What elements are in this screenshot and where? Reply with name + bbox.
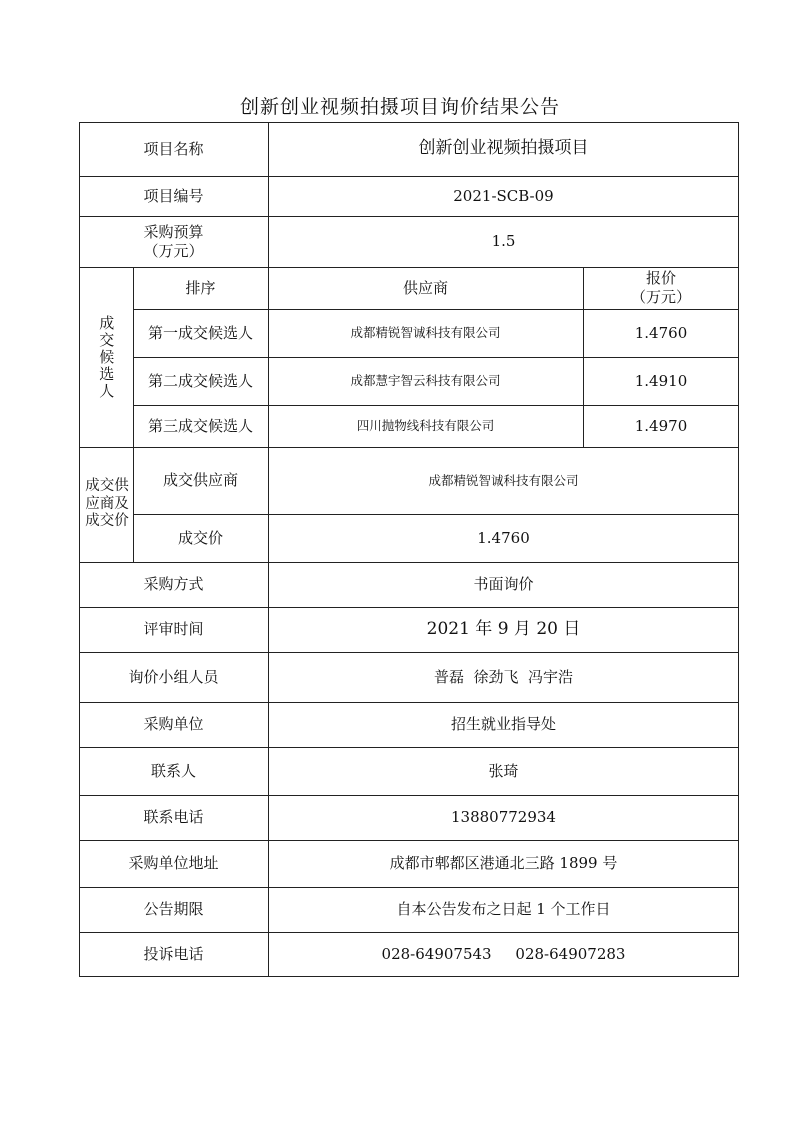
- candidate-3-rank: 第三成交候选人: [147, 416, 253, 435]
- project-number-value: 2021-SCB-09: [453, 186, 554, 205]
- unit-address-value: 成都市郫都区港通北三路 1899 号: [389, 854, 618, 873]
- candidates-header-rank: 排序: [185, 278, 216, 297]
- complaint-phone-value: 028-64907543 028-64907283: [381, 944, 626, 963]
- contact-person-value: 张琦: [488, 761, 519, 780]
- candidates-group-label: [79, 267, 133, 447]
- notice-period-value: 自本公告发布之日起 1 个工作日: [396, 900, 611, 919]
- contact-phone-label: 联系电话: [143, 808, 204, 827]
- review-time-label: 评审时间: [143, 620, 204, 639]
- result-table: [79, 122, 739, 977]
- price-header-line2: （万元）: [630, 288, 691, 306]
- panel-members-label: 询价小组人员: [128, 667, 219, 686]
- budget-value: 1.5: [491, 232, 516, 251]
- complaint-phone-label: 投诉电话: [143, 944, 204, 963]
- candidates-group-text: 成交候选人: [97, 314, 116, 400]
- purchasing-unit-value: 招生就业指导处: [450, 715, 556, 734]
- candidates-header-supplier: 供应商: [402, 278, 448, 297]
- candidate-3-supplier: 四川抛物线科技有限公司: [356, 418, 495, 434]
- review-time-value: 2021 年 9 月 20 日: [426, 618, 581, 639]
- price-header-line1: 报价: [645, 269, 676, 288]
- unit-address-label: 采购单位地址: [128, 854, 219, 873]
- project-name-label: 项目名称: [143, 139, 204, 158]
- contact-person-label: 联系人: [150, 761, 196, 780]
- candidate-2-price: 1.4910: [634, 371, 688, 390]
- project-name-value: 创新创业视频拍摄项目: [418, 138, 589, 159]
- budget-label: [79, 216, 268, 267]
- panel-members-value: 普磊 徐劲飞 冯宇浩: [433, 667, 574, 686]
- page-title: 创新创业视频拍摄项目询价结果公告: [239, 96, 560, 118]
- deal-price-value: 1.4760: [477, 528, 530, 547]
- purchasing-unit-label: 采购单位: [143, 715, 204, 734]
- contact-phone-value: 13880772934: [451, 808, 556, 827]
- budget-label-line2: （万元）: [143, 241, 204, 260]
- purchase-method-value: 书面询价: [473, 575, 534, 594]
- deal-group-text: 成交供应商及成交价: [85, 478, 129, 530]
- candidate-3-price: 1.4970: [634, 416, 688, 435]
- deal-group-label: [83, 448, 131, 561]
- candidate-2-rank: 第二成交候选人: [147, 371, 253, 390]
- deal-price-label: 成交价: [177, 528, 223, 547]
- candidates-header-price: [583, 267, 739, 309]
- deal-supplier-value: 成都精锐智诚科技有限公司: [428, 472, 579, 488]
- candidate-1-rank: 第一成交候选人: [147, 323, 253, 342]
- candidate-2-supplier: 成都慧宇智云科技有限公司: [350, 373, 501, 389]
- candidate-1-price: 1.4760: [634, 323, 688, 342]
- notice-period-label: 公告期限: [143, 900, 204, 919]
- budget-label-line1: 采购预算: [143, 222, 204, 241]
- deal-supplier-label: 成交供应商: [162, 471, 238, 490]
- candidate-1-supplier: 成都精锐智诚科技有限公司: [350, 325, 501, 341]
- purchase-method-label: 采购方式: [143, 575, 204, 594]
- project-number-label: 项目编号: [143, 186, 204, 205]
